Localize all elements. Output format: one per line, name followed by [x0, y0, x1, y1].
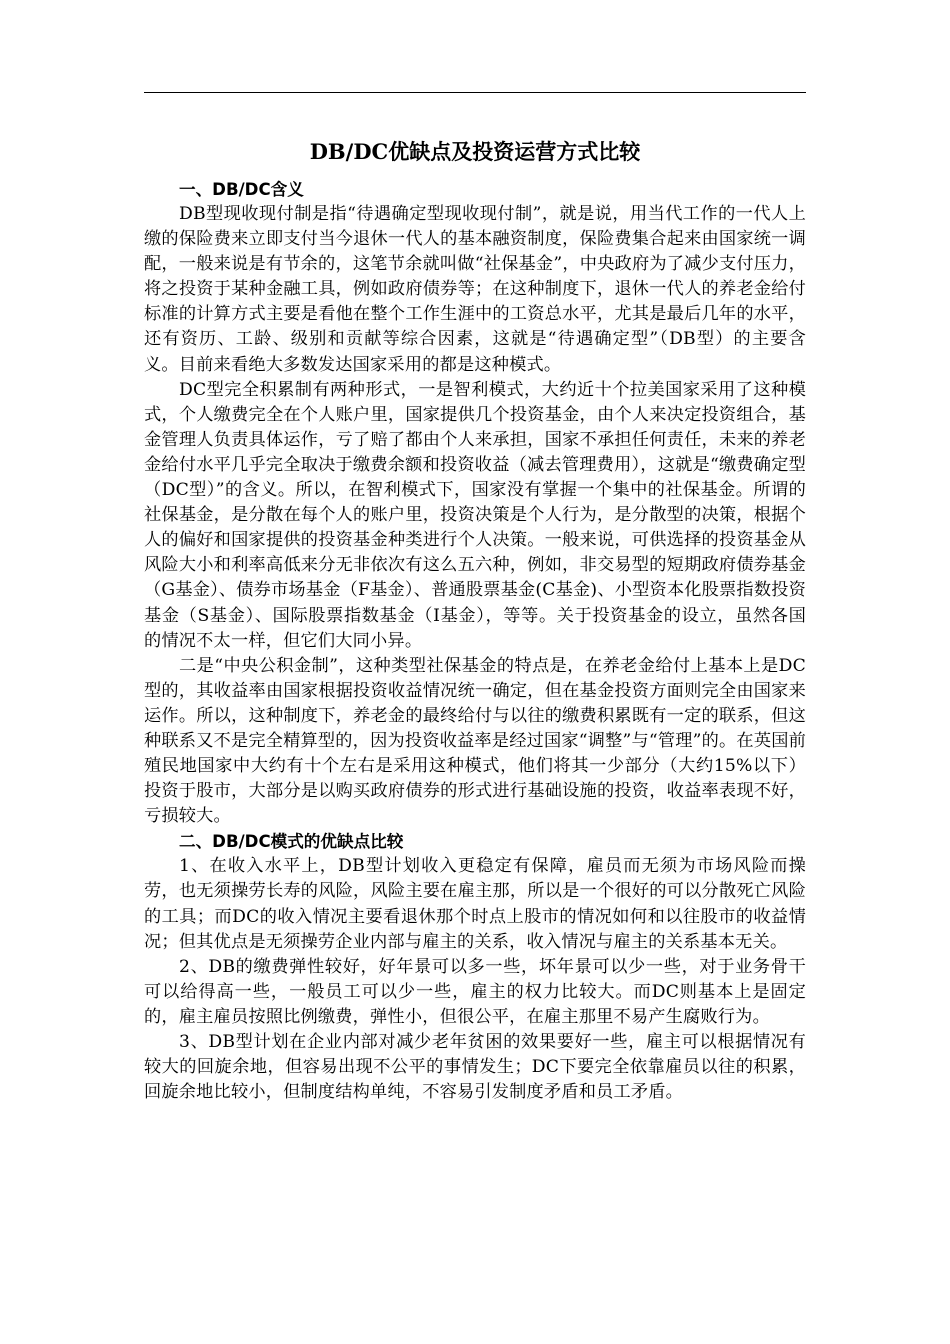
- section-heading-comparison: 二、DB/DC模式的优缺点比较: [179, 832, 404, 852]
- paragraph-db-definition: DB型现收现付制是指“待遇确定型现收现付制”，就是说，用当代工作的一代人上缴的保险费来立即支付当今退休一代人的基本融资制度，保险费集合起来由国家统一调配，一般来说是有节余的，这笔节余就叫做“社保基金”，中央政府为了减少支付压力，将之投资于某种金融工具，例如政府债券等；在这种制度下，退休一代人的养老金给付标准的计算方式主要是看他在整个工作生涯中的工资总水平，尤其是最后几年的水平，还有资历、工龄、级别和贡献等综合因素，这就是“待遇确定型”（DB型）的主要含义。目前来看绝大多数发达国家采用的都是这种模式。: [144, 204, 806, 375]
- paragraph-comparison-poverty: 3、DB型计划在企业内部对减少老年贫困的效果要好一些，雇主可以根据情况有较大的回旋余地，但容易出现不公平的事情发生；DC下要完全依靠雇员以往的积累，回旋余地比较小，但制度结构单纯，不容易引发制度矛盾和员工矛盾。: [144, 1032, 806, 1103]
- paragraph-comparison-contribution: 2、DB的缴费弹性较好，好年景可以多一些，坏年景可以少一些，对于业务骨干可以给得高一些，一般员工可以少一些，雇主的权力比较大。而DC则基本上是固定的，雇主雇员按照比例缴费，弹性小，但很公平，在雇主那里不易产生腐败行为。: [144, 956, 806, 1027]
- paragraph-dc-chile-model: DC型完全积累制有两种形式，一是智利模式，大约近十个拉美国家采用了这种模式，个人缴费完全在个人账户里，国家提供几个投资基金，由个人来决定投资组合，基金管理人负责具体运作，亏了赔了都由个人来承担，国家不承担任何责任，未来的养老金给付水平几乎完全取决于缴费余额和投资收益（减去管理费用），这就是“缴费确定型（DC型）”的含义。所以，在智利模式下，国家没有掌握一个集中的社保基金。所谓的社保基金，是分散在每个人的账户里，投资决策是个人行为，是分散型的决策，根据个人的偏好和国家提供的投资基金种类进行个人决策。一般来说，可供选择的投资基金从风险大小和利率高低来分无非依次有这么五六种，例如，非交易型的短期政府债券基金（G基金）、债券市场基金（F基金）、普通股票基金(C基金)、小型资本化股票指数投资基金（S基金）、国际股票指数基金（I基金），等等。关于投资基金的设立，虽然各国的情况不太一样，但它们大同小异。: [144, 379, 806, 651]
- header-rule: [144, 92, 806, 93]
- document-body: [144, 135, 806, 1105]
- paragraph-central-provident-fund: 二是“中央公积金制”，这种类型社保基金的特点是，在养老金给付上基本上是DC型的，其收益率由国家根据投资收益情况统一确定，但在基金投资方面则完全由国家来运作。所以，这种制度下，养老金的最终给付与以往的缴费积累既有一定的联系，但这种联系又不是完全精算型的，因为投资收益率是经过国家“调整”与“管理”的。在英国前殖民地国家中大约有十个左右是采用这种模式，他们将其一少部分（大约15%以下）投资于股市，大部分是以购买政府债券的形式进行基础设施的投资，收益率表现不好，亏损较大。: [144, 655, 806, 827]
- paragraph-comparison-income: 1、在收入水平上，DB型计划收入更稳定有保障，雇员而无须为市场风险而操劳，也无须操劳长寿的风险，风险主要在雇主那，所以是一个很好的可以分散死亡风险的工具；而DC的收入情况主要看退休那个时点上股市的情况如何和以往股市的收益情况；但其优点是无须操劳企业内部与雇主的关系，收入情况与雇主的关系基本无关。: [144, 856, 806, 952]
- document-title: DB/DC优缺点及投资运营方式比较: [309, 139, 641, 164]
- section-heading-definitions: 一、DB/DC含义: [179, 180, 304, 199]
